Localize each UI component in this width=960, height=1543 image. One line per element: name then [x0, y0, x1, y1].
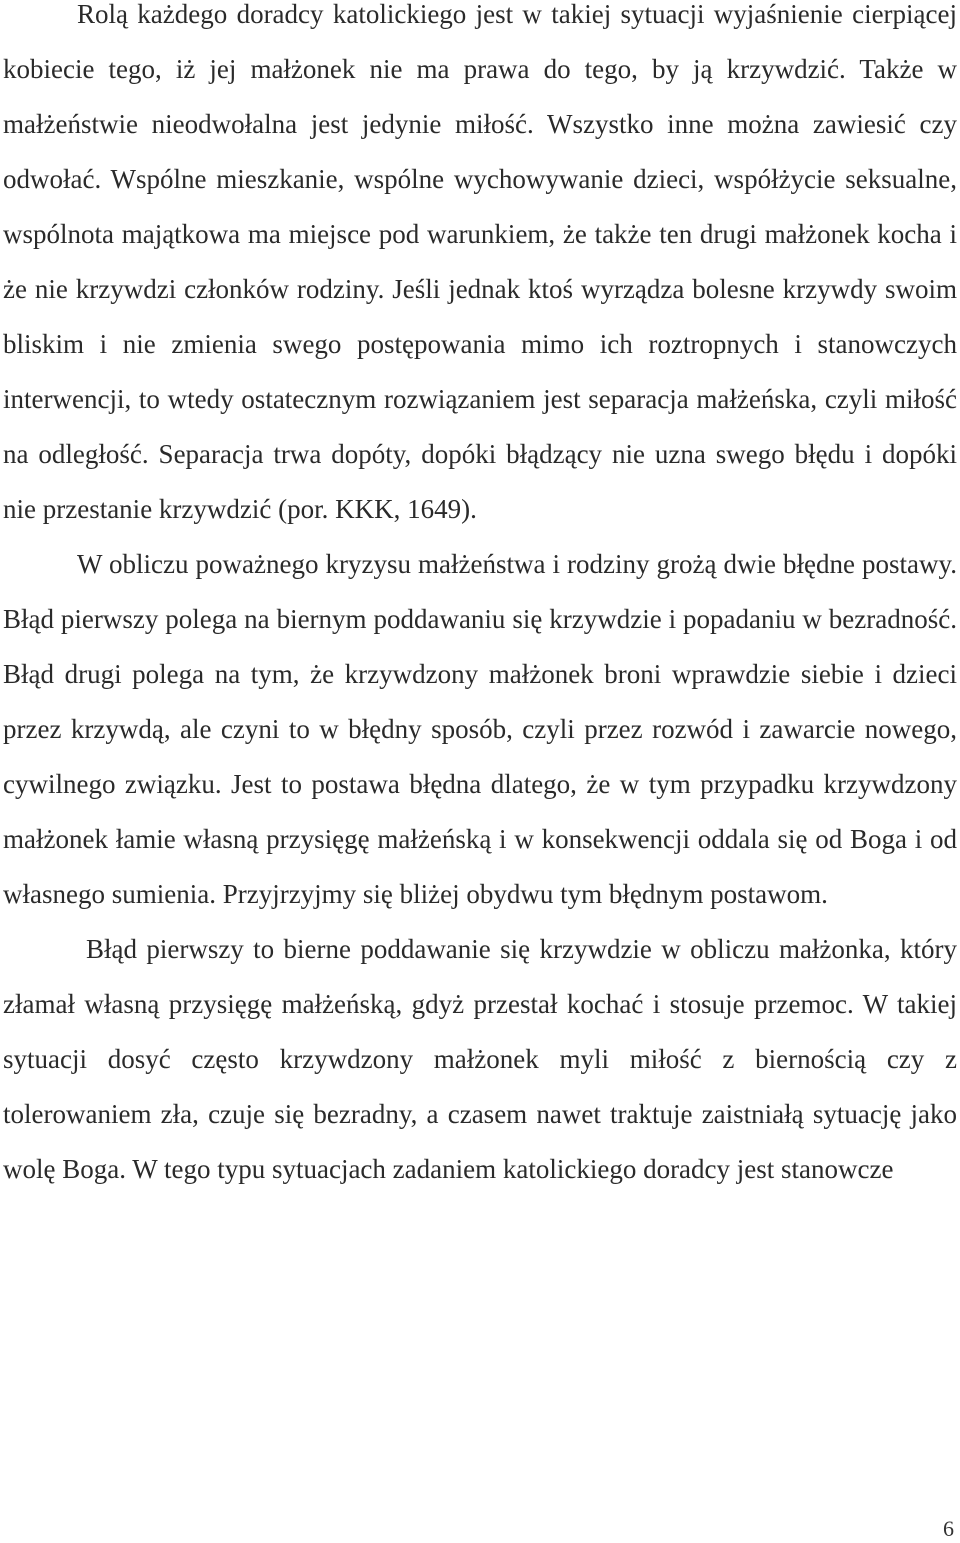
paragraph-2: W obliczu poważnego kryzysu małżeństwa i rodziny grożą dwie błędne postawy. Błąd pierwszy polega na biernym poddawaniu się krzywdzie i popadaniu w bezradność. Błąd drugi polega na tym, że krzywdzony małżonek broni wprawdzie siebie i dzieci przez krzywdą, ale czyni to w błędny sposób, czyli przez rozwód i zawarcie nowego, cywilnego związku. Jest to postawa błędna dlatego, że w tym przypadku krzywdzony małżonek łamie własną przysięgę małżeńską i w konsekwencji oddala się od Boga i od własnego sumienia. Przyjrzyjmy się bliżej obydwu tym błędnym postawom. [3, 549, 957, 909]
paragraph-3: Błąd pierwszy to bierne poddawanie się krzywdzie w obliczu małżonka, który złamał własną przysięgę małżeńską, gdyż przestał kochać i stosuje przemoc. W takiej sytuacji dosyć często krzywdzony małżonek myli miłość z biernością czy z tolerowaniem zła, czuje się bezradny, a czasem nawet traktuje zaistniałą sytuację jako wolę Boga. W tego typu sytuacjach zadaniem katolickiego doradcy jest stanowcze [3, 934, 957, 1184]
paragraph-1: Rolą każdego doradcy katolickiego jest w takiej sytuacji wyjaśnienie cierpiącej kobiecie tego, iż jej małżonek nie ma prawa do tego, by ją krzywdzić. Także w małżeństwie nieodwołalna jest jedynie miłość. Wszystko inne można zawiesić czy odwołać. Wspólne mieszkanie, wspólne wychowywanie dzieci, współżycie seksualne, wspólnota majątkowa ma miejsce pod warunkiem, że także ten drugi małżonek kocha i że nie krzywdzi członków rodziny. Jeśli jednak ktoś wyrządza bolesne krzywdy swoim bliskim i nie zmienia swego postępowania mimo ich roztropnych i stanowczych interwencji, to wtedy ostatecznym rozwiązaniem jest separacja małżeńska, czyli miłość na odległość. Separacja trwa dopóty, dopóki błądzący nie uzna swego błędu i dopóki nie przestanie krzywdzić (por. KKK, 1649). [3, 0, 957, 524]
page-number: 6 [943, 1516, 954, 1541]
